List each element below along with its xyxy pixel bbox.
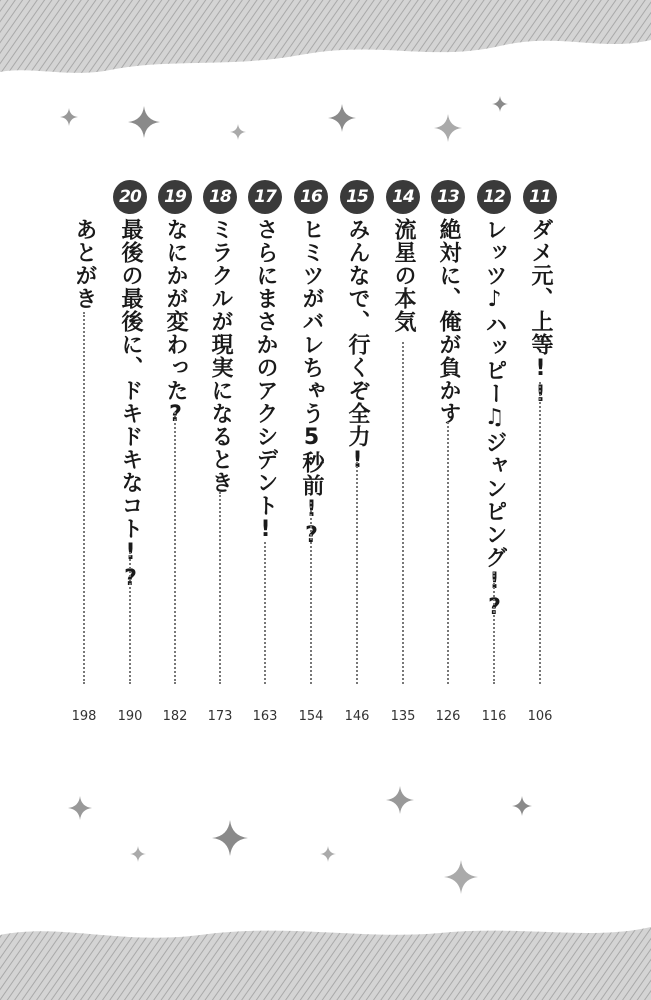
toc-entry-19[interactable] [155, 172, 195, 732]
dot-leader [493, 572, 495, 684]
dot-leader [83, 312, 85, 684]
chapter-title: なにかが変わった? [163, 218, 188, 428]
chapter-number-badge: 13 [431, 180, 465, 214]
dot-leader [310, 502, 312, 684]
dot-leader [447, 422, 449, 684]
chapter-title: レッツ♪ハッピー♫ジャンピング!? [482, 218, 507, 621]
chapter-number-badge: 20 [113, 180, 147, 214]
chapter-title: ヒミツがバレちゃう5秒前!? [299, 218, 324, 549]
dot-leader [174, 412, 176, 684]
page-number: 198 [71, 709, 97, 724]
toc-entry-16[interactable] [291, 172, 331, 732]
page-number: 146 [344, 709, 370, 724]
toc-entry-11[interactable] [520, 172, 560, 732]
chapter-number-badge: 18 [203, 180, 237, 214]
chapter-number-badge: 14 [386, 180, 420, 214]
toc-entry-18[interactable] [200, 172, 240, 732]
page-number: 126 [435, 709, 461, 724]
toc-entry-13[interactable] [428, 172, 468, 732]
page-number: 116 [481, 709, 507, 724]
page-number: 190 [117, 709, 143, 724]
toc-entry-15[interactable] [337, 172, 377, 732]
chapter-title: 絶対に、俺が負かす [436, 218, 461, 425]
toc-entry-12[interactable] [474, 172, 514, 732]
page-number: 182 [162, 709, 188, 724]
chapter-number-badge: 19 [158, 180, 192, 214]
chapter-number-badge: 17 [248, 180, 282, 214]
chapter-title: あとがき [72, 218, 97, 310]
dot-leader [402, 342, 404, 684]
chapter-title: 最後の最後に、ドキドキなコト!? [118, 218, 143, 592]
chapter-title: 流星の本気 [391, 218, 416, 333]
dot-leader [129, 552, 131, 684]
chapter-title: さらにまさかのアクシデント! [253, 218, 278, 543]
dot-leader [539, 382, 541, 684]
chapter-number-badge: 15 [340, 180, 374, 214]
page-number: 106 [527, 709, 553, 724]
chapter-title: みんなで、行くぞ全力! [345, 218, 370, 474]
chapter-number-badge: 16 [294, 180, 328, 214]
toc-entry-17[interactable] [245, 172, 285, 732]
dot-leader [264, 542, 266, 684]
toc-entry-20[interactable] [110, 172, 150, 732]
page-number: 163 [252, 709, 278, 724]
toc-entry-14[interactable] [383, 172, 423, 732]
dot-leader [219, 492, 221, 684]
toc-entry-afterword[interactable] [64, 172, 104, 732]
dot-leader [356, 462, 358, 684]
chapter-number-badge: 11 [523, 180, 557, 214]
chapter-number-badge: 12 [477, 180, 511, 214]
page-number: 154 [298, 709, 324, 724]
page-number: 173 [207, 709, 233, 724]
chapter-title: ダメ元、上等!! [528, 218, 553, 408]
page-number: 135 [390, 709, 416, 724]
chapter-title: ミラクルが現実になるとき [208, 218, 233, 494]
